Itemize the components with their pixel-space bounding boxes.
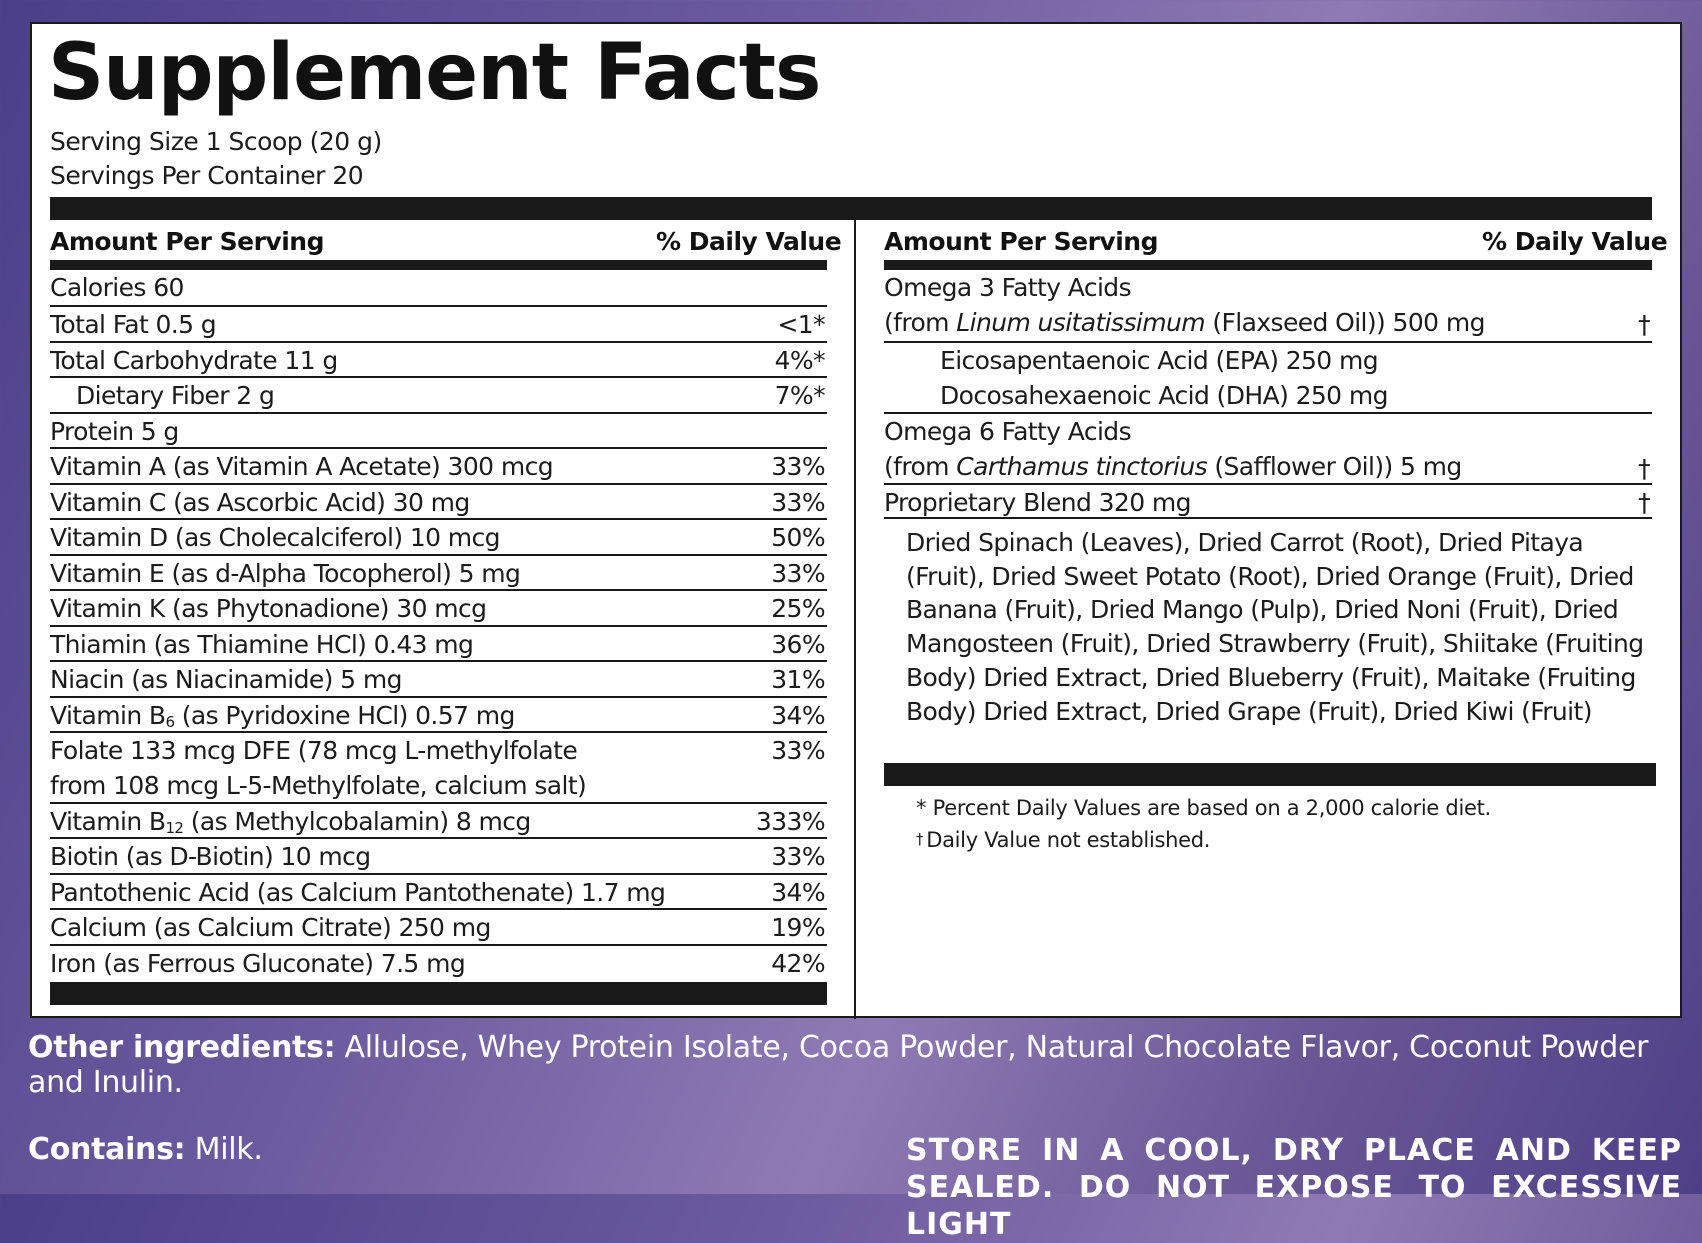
- nutrient-dv: 31%: [771, 665, 825, 694]
- nutrient-label: Biotin (as D-Biotin) 10 mcg: [50, 842, 371, 871]
- right-bottom-rule: [884, 763, 1656, 786]
- nutrient-row: [50, 802, 827, 837]
- nutrient-row: [50, 837, 827, 873]
- nutrient-dv: 333%: [755, 807, 825, 836]
- nutrient-label: Vitamin D (as Cholecalciferol) 10 mcg: [50, 523, 500, 552]
- nutrient-row: [50, 554, 827, 589]
- top-thick-rule: [50, 197, 1652, 220]
- dagger-mark: †: [1638, 454, 1650, 483]
- right-dv-header: % Daily Value: [1482, 227, 1668, 256]
- nutrient-label: Thiamin (as Thiamine HCl) 0.43 mg: [50, 630, 474, 659]
- dagger-mark: †: [1638, 488, 1650, 517]
- left-header-rule: [50, 260, 827, 270]
- omega6-title: Omega 6 Fatty Acids: [884, 417, 1131, 446]
- storage-instructions: STORE IN A COOL, DRY PLACE AND KEEP SEALED. DO NOT EXPOSE TO EXCESSIVE LIGHT: [906, 1133, 1682, 1242]
- servings-per-container: Servings Per Container 20: [50, 161, 364, 190]
- nutrient-dv: 33%: [771, 488, 825, 517]
- right-amount-header: Amount Per Serving: [884, 227, 1158, 256]
- other-ingredients: Other ingredients: Allulose, Whey Protein Isolate, Cocoa Powder, Natural Chocolate Flavor, Coconut Powder and Inulin.: [28, 1030, 1649, 1100]
- nutrient-dv: 34%: [771, 878, 825, 907]
- left-amount-header: Amount Per Serving: [50, 227, 324, 256]
- nutrient-dv: 50%: [771, 523, 825, 552]
- left-dv-header: % Daily Value: [656, 227, 842, 256]
- nutrient-label: Dietary Fiber 2 g: [76, 381, 275, 410]
- nutrient-row: [50, 908, 827, 944]
- nutrient-dv: 42%: [771, 949, 825, 978]
- column-divider: [854, 209, 856, 1019]
- nutrient-row: [50, 873, 827, 908]
- nutrient-dv: 34%: [771, 701, 825, 730]
- nutrient-dv: 33%: [771, 559, 825, 588]
- nutrient-label: Calcium (as Calcium Citrate) 250 mg: [50, 913, 491, 942]
- serving-size: Serving Size 1 Scoop (20 g): [50, 127, 382, 156]
- nutrient-label: Vitamin C (as Ascorbic Acid) 30 mg: [50, 488, 470, 517]
- nutrient-dv: 19%: [771, 913, 825, 942]
- nutrient-row: [50, 518, 827, 554]
- supplement-facts-panel: [30, 22, 1682, 1018]
- nutrient-row: [50, 447, 827, 483]
- nutrient-row: [50, 270, 827, 305]
- nutrient-row: [50, 412, 827, 447]
- nutrient-row: [50, 660, 827, 696]
- nutrient-row: [50, 341, 827, 376]
- nutrient-row: [50, 625, 827, 660]
- page-title: Supplement Facts: [48, 28, 821, 118]
- nutrient-dv: <1*: [777, 310, 825, 339]
- footnote-dagger: † Daily Value not established.: [916, 828, 1211, 852]
- proprietary-blend-ingredients: Dried Spinach (Leaves), Dried Carrot (Root), Dried Pitaya (Fruit), Dried Sweet Potato (Root), Dried Orange (Fruit), Dried Banana (Fruit), Dried Mango (Pulp), Dried Noni (Fruit), Dried Mangosteen (Fruit), Dried Strawberry (Fruit), Shiitake (Fruiting Body) Dried Extract, Dried Blueberry (Fruit), Maitake (Fruiting Body) Dried Extract, Dried Grape (Fruit), Dried Kiwi (Fruit): [906, 528, 1644, 726]
- dha-label: Docosahexaenoic Acid (DHA) 250 mg: [940, 381, 1388, 410]
- nutrient-dv: 25%: [771, 594, 825, 623]
- epa-label: Eicosapentaenoic Acid (EPA) 250 mg: [940, 346, 1378, 375]
- nutrient-row: [50, 731, 827, 802]
- left-bottom-rule: [50, 982, 827, 1005]
- nutrient-label: Protein 5 g: [50, 417, 179, 446]
- nutrient-row: [50, 696, 827, 731]
- proprietary-blend-label: Proprietary Blend 320 mg: [884, 488, 1191, 517]
- nutrient-label: Total Carbohydrate 11 g: [50, 346, 338, 375]
- nutrient-row: [50, 483, 827, 518]
- nutrient-label: Calories 60: [50, 273, 184, 302]
- nutrient-dv: 33%: [771, 842, 825, 871]
- nutrient-label: Vitamin K (as Phytonadione) 30 mcg: [50, 594, 487, 623]
- nutrient-label: Vitamin $B_6$ (as Pyridoxine HCl) 0.57 mg: [50, 701, 515, 731]
- nutrient-row: [50, 376, 827, 412]
- nutrient-row: [50, 944, 827, 979]
- nutrient-dv: 33%: [771, 736, 825, 765]
- nutrient-label: Niacin (as Niacinamide) 5 mg: [50, 665, 402, 694]
- nutrient-dv: 36%: [771, 630, 825, 659]
- footnote-percent: * Percent Daily Values are based on a 2,000 calorie diet.: [916, 796, 1491, 820]
- nutrient-dv: 7%*: [774, 381, 825, 410]
- omega6-source: (from Carthamus tinctorius (Safflower Oil)) 5 mg: [884, 452, 1462, 481]
- proprietary-blend-row: [884, 483, 1652, 519]
- omega3-row: [884, 270, 1652, 341]
- nutrient-row: [50, 589, 827, 625]
- nutrient-label: Total Fat 0.5 g: [50, 310, 217, 339]
- omega3-sub-row: [884, 341, 1652, 412]
- omega3-title: Omega 3 Fatty Acids: [884, 273, 1131, 302]
- nutrient-dv: 33%: [771, 452, 825, 481]
- nutrient-label: Folate 133 mcg DFE (78 mcg L-methylfolate from 108 mcg L-5-Methylfolate, calcium salt): [50, 736, 587, 800]
- nutrient-dv: 4%*: [774, 346, 825, 375]
- contains-allergen: Contains: Milk.: [28, 1132, 263, 1167]
- nutrient-label: Vitamin E (as d-Alpha Tocopherol) 5 mg: [50, 559, 521, 588]
- omega6-row: [884, 412, 1652, 483]
- right-header-rule: [884, 260, 1652, 270]
- nutrient-label: Vitamin $B_{12}$ (as Methylcobalamin) 8 mcg: [50, 807, 531, 837]
- nutrient-label: Iron (as Ferrous Gluconate) 7.5 mg: [50, 949, 466, 978]
- omega3-source: (from Linum usitatissimum (Flaxseed Oil)) 500 mg: [884, 308, 1485, 337]
- nutrient-row: [50, 305, 827, 341]
- dagger-mark: †: [1638, 310, 1650, 339]
- nutrient-label: Pantothenic Acid (as Calcium Pantothenate) 1.7 mg: [50, 878, 666, 907]
- nutrient-label: Vitamin A (as Vitamin A Acetate) 300 mcg: [50, 452, 553, 481]
